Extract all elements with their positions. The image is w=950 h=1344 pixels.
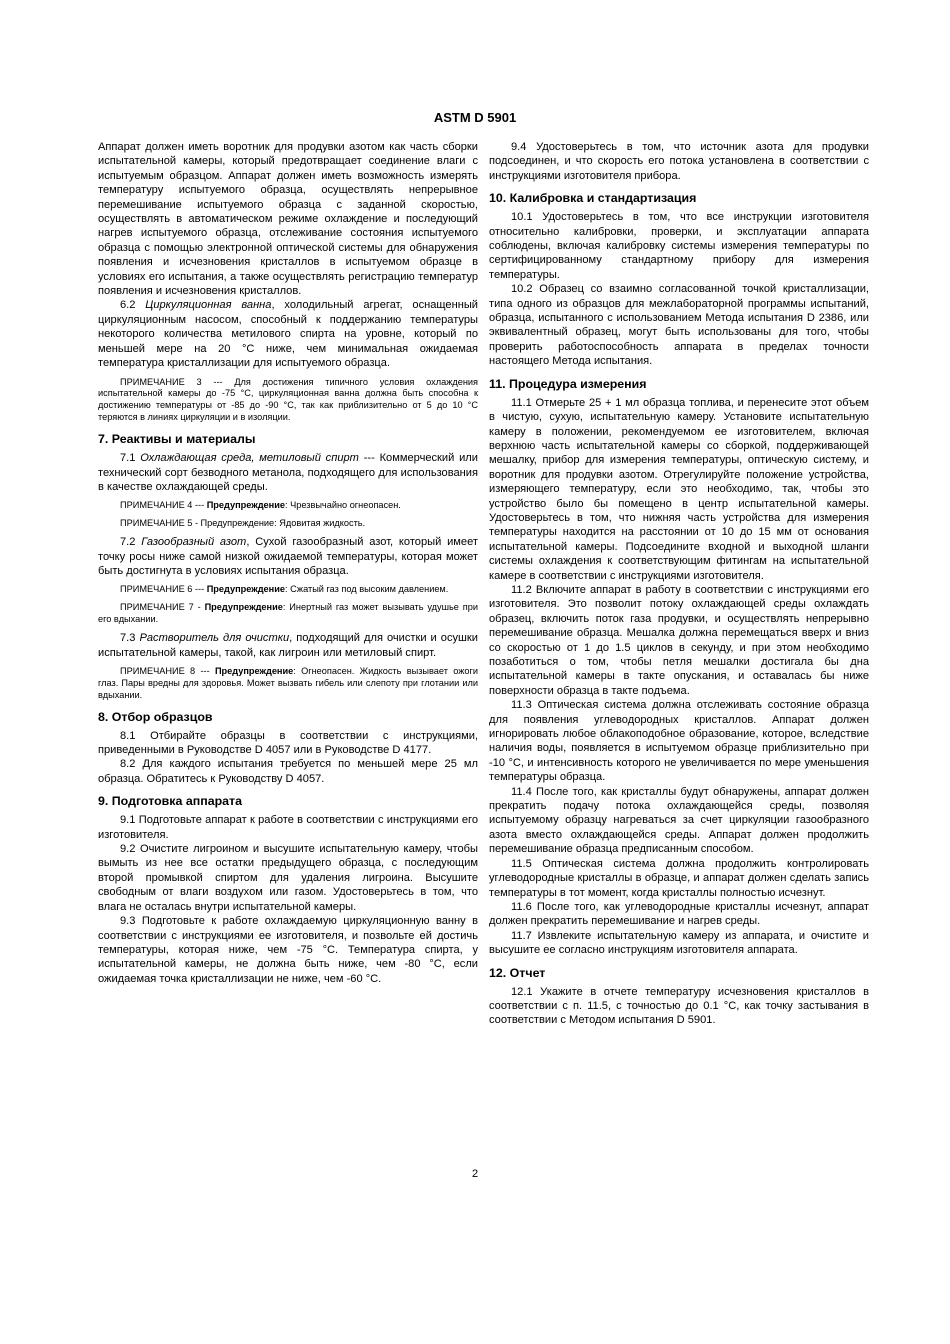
paragraph-apparatus-intro: Аппарат должен иметь воротник для продувки азотом как часть сборки испытательной камеры, который предотвращает соединение влаги с испытуемым образцом. Аппарат должен иметь возможность измерять температуру испытуемого образца, осуществлять непрерывное перемешивание испытуемого образца с заданной скоростью, осуществлять в автоматическом режиме охлаждение и последующий нагрев испытуемого образца, отслеживание состояния испытуемого образца с помощью электронной оптической системы для обнаружения появления и исчезновения кристаллов в испытуемом образце в условиях его испытания, а также осуществлять регистрацию температур появления и исчезновения кристаллов. [98,141,478,298]
paragraph-9-2: 9.2 Очистите лигроином и высушите испытательную камеру, чтобы вымыть из нее все остатки предыдущего образца, с последующим второй промывкой спиртом для удаления лигроина. Высушите свободным от влаги воздухом или газом. Удостоверьтесь в том, что влага не осталась внутри испытательной камеры. [98,843,478,913]
paragraph-9-3: 9.3 Подготовьте к работе охлаждаемую циркуляционную ванну в соответствии с инструкциями ее изготовителя, и позвольте ей достичь температуры, которая ниже, чем -75 °С. Температура спирта, у испытательной камеры, не должна быть ниже, чем -80 °С, если ожидаемая точка кристаллизации не ниже, чем -60 °С. [98,915,478,985]
note-5: ПРИМЕЧАНИЕ 5 - Предупреждение: Ядовитая жидкость. [120,518,366,529]
paragraph-11-3: 11.3 Оптическая система должна отслеживать состояние образца для появления углеводородных кристаллов. Аппарат должен игнорировать любое облакоподобное образование, которое, вследствие наличия воды, появляется в испытуемом образце приблизительно при -10 °С, и интенсивность которого не увеличивается по мере уменьшения температуры образца. [489,699,869,784]
section-heading-10: 10. Калибровка и стандартизация [489,191,697,206]
paragraph-11-2: 11.2 Включите аппарат в работу в соответствии с инструкциями его изготовителя. Это позволит потоку охлаждающей среды охлаждать образец, включить поток газа продувки, и осуществлять непрерывно перемешивание образца. Мешалка должна перемещаться вверх и вниз со скоростью от 1 до 1.5 циклов в секунду, и при этом необходимо позаботиться о том, чтобы петля мешалки достигала бы дна испытательной камеры в такте опускания, и оставалась бы ниже поверхности образца в такте подъема. [489,583,869,697]
paragraph-8-2: 8.2 Для каждого испытания требуется по меньшей мере 25 мл образца. Обратитесь к Руководству D 4057. [98,758,478,785]
note-8: ПРИМЕЧАНИЕ 8 --- Предупреждение: Огнеопасен. Жидкость вызывает ожоги глаз. Пары вредны для здоровья. Может вызвать гибель или слепоту при глотании или вдыхании. [98,665,478,700]
note-6: ПРИМЕЧАНИЕ 6 --- Предупреждение: Сжатый газ под высоким давлением. [120,584,449,595]
document-header: ASTM D 5901 [433,110,517,125]
note-4: ПРИМЕЧАНИЕ 4 --- Предупреждение: Чрезвычайно огнеопасен. [120,500,401,511]
section-heading-7: 7. Реактивы и материалы [98,432,256,447]
section-heading-12: 12. Отчет [489,965,546,980]
paragraph-8-1: 8.1 Отбирайте образцы в соответствии с инструкциями, приведенными в Руководстве D 4057 или в Руководстве D 4177. [98,729,478,757]
section-heading-11: 11. Процедура измерения [489,376,647,391]
paragraph-7-1: 7.1 Охлаждающая среда, метиловый спирт --- Коммерческий или технический сорт безводного метанола, подходящего для использования в качестве охлаждающей среды. [98,452,478,493]
paragraph-11-5: 11.5 Оптическая система должна продолжить контролировать углеводородные кристаллы в образце, и аппарат должен сделать запись температуры в тот момент, когда кристаллы полностью исчезнут. [489,857,869,899]
section-heading-9: 9. Подготовка аппарата [98,794,243,809]
paragraph-6-2: 6.2 Циркуляционная ванна, холодильный агрегат, оснащенный циркуляционным насосом, способный к поддержанию температуры некоторого количества метилового спирта на уровне, который по меньшей мере на 20 °С ниже, чем минимальная ожидаемая температура кристаллизации для испытуемого образца. [98,299,479,370]
note-3: ПРИМЕЧАНИЕ 3 --- Для достижения типичного условия охлаждения испытательной камеры до -75 °С, циркуляционная ванна должна быть способна к достижению температуры от -85 до -90 °С, так как приблизительно от 5 до 10 °С теряются в линиях циркуляции и в изоляции. [98,376,478,423]
paragraph-9-4: 9.4 Удостоверьтесь в том, что источник азота для продувки подсоединен, и что скорость его потока установлена в соответствии с инструкциями изготовителя прибора. [489,141,869,182]
paragraph-7-3: 7.3 Растворитель для очистки, подходящий для очистки и осушки испытательной камеры, такой, как лигроин или метиловый спирт. [98,632,478,659]
paragraph-10-2: 10.2 Образец со взаимно согласованной точкой кристаллизации, типа одного из образцов для межлабораторной программы испытаний, образца, испытанного с использованием Метода испытания D 2386, или эквивалентный образец, могут быть использованы для того, чтобы проверить работоспособность аппарата в пределах точности настоящего Метода испытания. [489,283,869,368]
section-heading-8: 8. Отбор образцов [98,709,213,724]
paragraph-11-6: 11.6 После того, как углеводородные кристаллы исчезнут, аппарат должен прекратить перемешивание и нагрев среды. [489,900,869,928]
paragraph-11-4: 11.4 После того, как кристаллы будут обнаружены, аппарат должен прекратить подачу потока охлаждающейся среды, позволяя испытуемому образцу нагреваться за счет циркуляции газообразного азота вместо охлаждающейся среды. Аппарат должен продолжить перемешивание образца предписанным способом. [489,785,869,856]
paragraph-11-7: 11.7 Извлеките испытательную камеру из аппарата, и очистите и высушите ее согласно инструкциям изготовителя аппарата. [489,929,869,957]
left-column [98,140,478,986]
right-column [489,140,869,1028]
paragraph-9-1: 9.1 Подготовьте аппарат к работе в соответствии с инструкциями его изготовителя. [98,814,478,841]
note-7: ПРИМЕЧАНИЕ 7 - Предупреждение: Инертный газ может вызывать удушье при его вдыхании. [98,602,478,625]
paragraph-7-2: 7.2 Газообразный азот, Сухой газообразный азот, который имеет точку росы ниже самой низкой ожидаемой температуры, которая может быть достигнута в условиях испытания образца. [98,536,478,577]
paragraph-11-1: 11.1 Отмерьте 25 + 1 мл образца топлива, и перенесите этот объем в чистую, сухую, испытательную камеру. Установите испытательную камеру в положении, рекомендуемом ее изготовителем, включая верхнюю часть испытательной камеры со сборкой, поддерживающей мешалку, прибор для измерения температуры, оптическую систему, и воротник для продувки азотом. Отрегулируйте положение устройства, измеряющего температуру, если это необходимо, так, чтобы это устройство было бы помещено в центр испытательной камеры. Удостоверьтесь в том, что нижняя часть устройства для измерения температуры находится на расстоянии от 10 до 15 мм от основания испытательной камеры. Подсоедините входной и выходной шланги системы охлаждения к соответствующим фитингам на испытательной камере в соответствии с инструкциями изготовителя. [489,396,869,582]
paragraph-10-1: 10.1 Удостоверьтесь в том, что все инструкции изготовителя относительно калибровки, проверки, и эксплуатации аппарата соблюдены, включая калибровку системы измерения температуры по сертифицированному стандартному прибору для измерения температуры. [489,211,869,281]
paragraph-12-1: 12.1 Укажите в отчете температуру исчезновения кристаллов в соответствии с п. 11.5, с точностью до 0.1 °С, как точку застывания в соответствии с Методом испытания D 5901. [489,985,869,1027]
page-number: 2 [471,1168,479,1180]
